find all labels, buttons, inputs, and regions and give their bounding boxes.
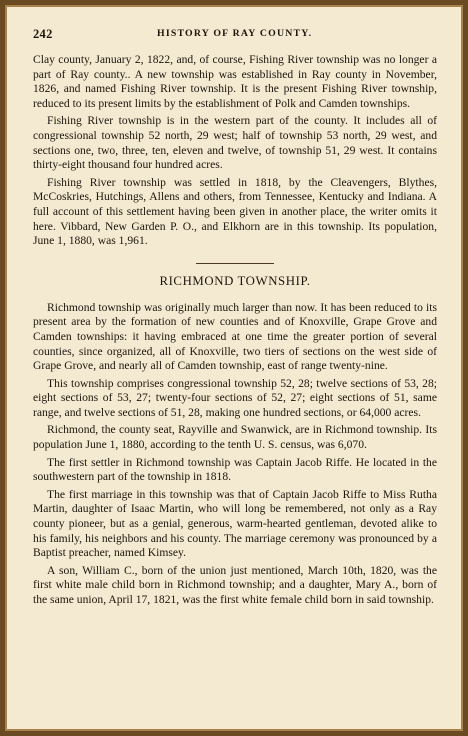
book-page bbox=[33, 27, 437, 611]
section-title: RICHMOND TOWNSHIP. bbox=[159, 273, 311, 288]
page-header bbox=[33, 27, 437, 43]
paragraph: Richmond, the county seat, Rayville and Swanwick, are in Richmond township. Its population June 1, 1880, according to the tenth U. S. census, was 6,070. bbox=[33, 423, 437, 452]
paragraph: Fishing River township was settled in 1818, by the Cleavengers, Blythes, McCoskries, Hutchings, Allens and others, from Tennessee, Kentucky and Indiana. A full account of this settlement having been given in another place, the writer omits it here. Vibbard, New Garden P. O., and Elkhorn are in this township. Its population, June 1, 1880, was 1,961. bbox=[33, 175, 437, 248]
paragraph: This township comprises congressional township 52, 28; twelve sections of 53, 28; eight sections of 53, 27; twenty-four sections of 52, 27; eight sections of 51, same range, and twelve sections of 51, 28, making one hundred sections, or 64,000 acres. bbox=[33, 376, 437, 419]
paragraph: Fishing River township is in the western part of the county. It includes all of congressional township 52 north, 29 west; half of township 53 north, 29 west, and sections one, two, three, ten, eleven and twelve, of township 51, 29 west. It contains thirty-eight thousand four hundred acres. bbox=[33, 114, 437, 172]
section-divider bbox=[196, 263, 274, 264]
page-paper bbox=[5, 5, 463, 731]
page-number: 242 bbox=[33, 27, 53, 41]
paragraph: Richmond township was originally much larger than now. It has been reduced to its present area by the formation of new counties and of Knoxville, Grape Grove and Camden townships: it having embraced at one time the greater portion of several counties, since organized, all of Knoxville, two tiers of sections on the west side of Grape Grove, and nearly all of Camden township, east of range twenty-nine. bbox=[33, 300, 437, 373]
paragraph: The first settler in Richmond township was Captain Jacob Riffe. He located in the southwestern part of the township in 1818. bbox=[33, 455, 437, 484]
running-head: HISTORY OF RAY COUNTY. bbox=[157, 28, 313, 39]
paragraph: Clay county, January 2, 1822, and, of course, Fishing River township was no longer a part of Ray county.. A new township was established in Ray county in November, 1826, and named Fishing River township. It is the present Fishing River township, reduced to its present limits by the establishment of Polk and Camden townships. bbox=[33, 53, 437, 110]
paragraph: The first marriage in this township was that of Captain Jacob Riffe to Miss Rutha Martin, daughter of Isaac Martin, who will long be remembered, not only as a Ray county pioneer, but as a genial, generous, warm-hearted gentleman, devoted alike to his family, his neighbors and his county. The marriage ceremony was pronounced by a Baptist preacher, named Kimsey. bbox=[33, 487, 437, 560]
paragraph: A son, William C., born of the union just mentioned, March 10th, 1820, was the first white male child born in Richmond township; and a daughter, Mary A., born of the same union, April 17, 1821, was the first white female child born in said township. bbox=[33, 563, 437, 606]
